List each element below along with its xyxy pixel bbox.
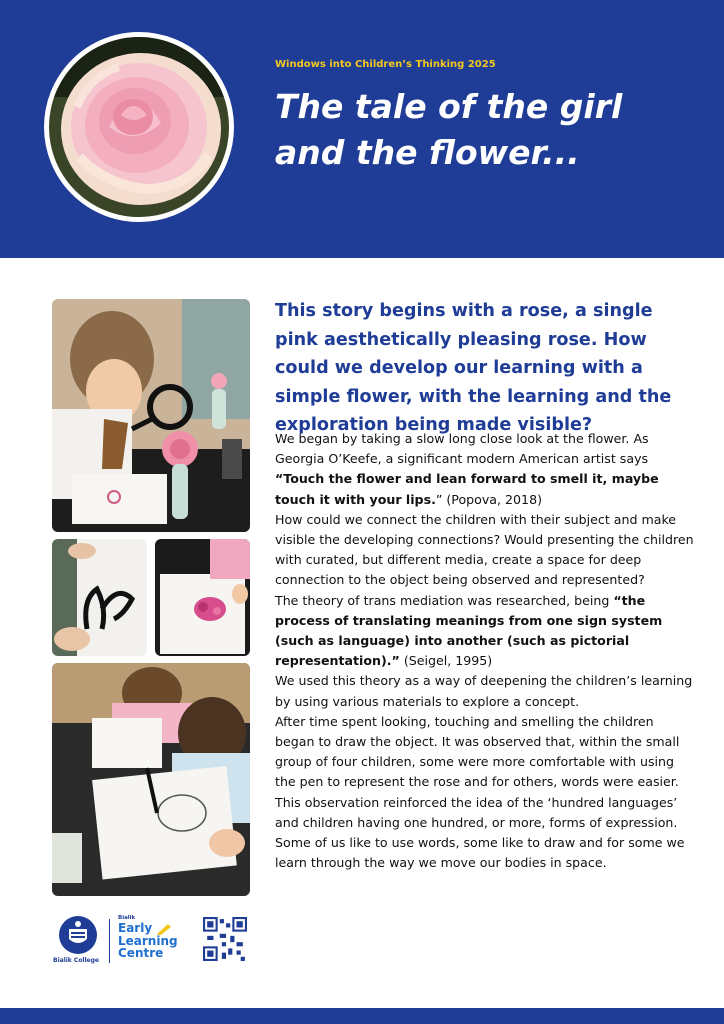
body-p3-citation: (Seigel, 1995) xyxy=(399,653,493,669)
title-line-2: and the flower... xyxy=(275,133,580,172)
photo-painting-rose xyxy=(155,539,250,656)
qr-code xyxy=(203,917,247,961)
bialik-college-logo xyxy=(52,915,100,967)
bialik-crest-icon xyxy=(58,915,98,955)
seigel-quote: “the process of translating meanings from one sign system (such as language) into another (such as pictorial representation).” xyxy=(275,592,663,669)
title-line-1: The tale of the girl xyxy=(275,87,623,126)
logo-strip xyxy=(52,913,252,969)
early-learning-centre-logo xyxy=(118,915,200,967)
logo-divider xyxy=(109,919,110,963)
photo-wire-sculpture xyxy=(52,539,147,656)
photo-children-drawing xyxy=(52,663,250,896)
body-paragraph-5: After time spent looking, touching and smelling the children began to draw the object. It was observed that, within the small group of four children, some were more comfortable with using the pen to represent the rose and for others, words were easier. xyxy=(275,713,680,790)
body-paragraph-3 xyxy=(275,591,695,672)
elc-line-3: Centre xyxy=(118,946,164,960)
footer-bar xyxy=(0,1008,724,1024)
photo-magnifier-rose xyxy=(52,299,250,532)
body-text xyxy=(275,429,695,873)
body-p3-text: The theory of trans mediation was researched, being xyxy=(275,592,614,608)
body-paragraph-2: How could we connect the children with their subject and make visible the developing connections? Would presenting the children with curated, but different media, create a space for deep connection to the object being observed and represented? xyxy=(275,511,694,588)
bialik-college-name: Bialik College xyxy=(53,957,99,964)
page-title xyxy=(275,84,695,176)
body-p1-text: We began by taking a slow long close look at the flower. As Georgia O’Keefe, a significant modern American artist says xyxy=(275,431,649,467)
rose-photo xyxy=(44,32,234,222)
elc-line-1 xyxy=(118,922,200,935)
pencil-icon xyxy=(156,923,172,935)
okeefe-quote: “Touch the flower and lean forward to smell it, maybe touch it with your lips. xyxy=(275,471,659,507)
elc-line-1-text: Early xyxy=(118,921,153,935)
body-paragraph-1 xyxy=(275,429,695,510)
body-paragraph-6: This observation reinforced the idea of the ‘hundred languages’ and children having one hundred, or more, forms of expression. Some of us like to use words, some like to draw and for some we learn through the way we move our bodies in space. xyxy=(275,794,685,871)
header-banner xyxy=(0,0,724,258)
elc-small-label: Bialik xyxy=(118,915,136,921)
lead-paragraph: This story begins with a rose, a single pink aesthetically pleasing rose. How could we develop our learning with a simple flower, with the learning and the exploration being made visible? xyxy=(275,301,672,435)
elc-line-2: Learning xyxy=(118,933,178,948)
body-paragraph-4: We used this theory as a way of deepening the children’s learning by using various materials to explore a concept. xyxy=(275,673,693,709)
report-series-label: Windows into Children’s Thinking 2025 xyxy=(275,59,496,70)
body-p1-citation: ” (Popova, 2018) xyxy=(435,491,542,507)
